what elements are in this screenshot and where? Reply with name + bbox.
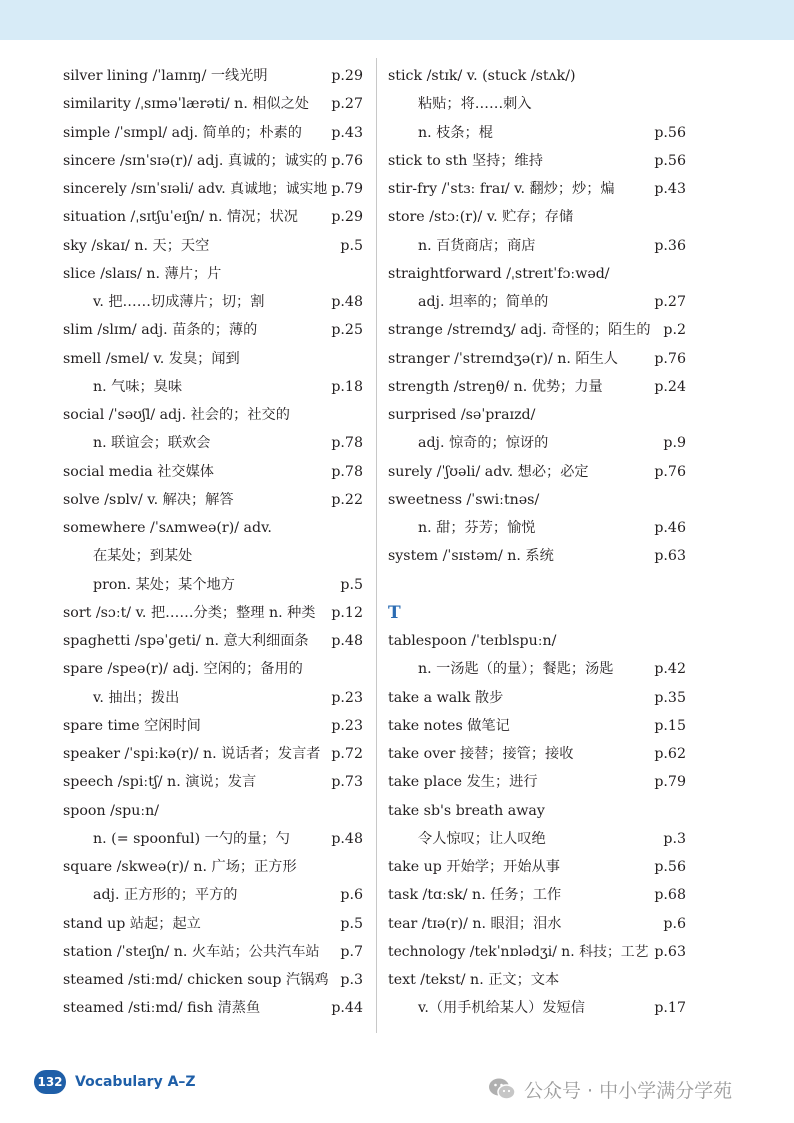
page-reference: p.9 — [663, 435, 686, 452]
entry-continuation — [388, 232, 686, 260]
page-reference: p.68 — [654, 887, 686, 904]
page-reference: p.17 — [654, 1000, 686, 1017]
entry-text: 在某处；到某处 — [93, 548, 193, 565]
entry-sort — [63, 599, 363, 627]
page-reference: p.29 — [331, 209, 363, 226]
entry-silver — [63, 62, 363, 90]
entry-technology — [388, 938, 686, 966]
entry-text: social media 社交媒体 — [63, 463, 214, 480]
entry-text: take sb's breath away — [388, 802, 545, 819]
entry-slim — [63, 316, 363, 344]
entry-text: spaghetti /spəˈgeti/ n. 意大利细面条 — [63, 633, 309, 649]
entry-continuation — [388, 119, 686, 147]
page-reference: p.56 — [654, 859, 686, 875]
entry-surely — [388, 458, 686, 486]
page-reference: p.27 — [654, 294, 686, 310]
entry-stranger — [388, 345, 686, 373]
entry-continuation — [63, 542, 363, 570]
entry-text: technology /tekˈnɒlədʒi/ n. 科技；工艺 — [388, 943, 649, 960]
entry-text: adj. 正方形的；平方的 — [93, 887, 238, 904]
entry-speech — [63, 768, 363, 796]
page-reference: p.27 — [331, 96, 363, 113]
page-reference: p.76 — [654, 350, 686, 367]
entry-steamed — [63, 966, 363, 994]
entry-spoon — [63, 797, 363, 825]
entry-text: n. 甜；芬芳；愉悦 — [418, 520, 536, 536]
page-reference: p.23 — [331, 689, 363, 706]
entry-surprised — [388, 401, 686, 429]
watermark — [488, 1073, 732, 1105]
page-reference: p.62 — [654, 746, 686, 762]
entry-social — [63, 401, 363, 429]
entry-text: sky /skaɪ/ n. 天；天空 — [63, 237, 210, 254]
entry-continuation — [388, 655, 686, 683]
entry-text: take a walk 散步 — [388, 689, 504, 706]
page-reference: p.23 — [331, 717, 363, 734]
page-reference: p.73 — [331, 774, 363, 791]
entry-text: social /ˈsəʊʃl/ adj. 社会的；社交的 — [63, 407, 290, 423]
entry-text: surely /ˈʃʊəli/ adv. 想必；必定 — [388, 463, 589, 480]
entry-text: situation /ˌsɪtʃuˈeɪʃn/ n. 情况；状况 — [63, 209, 298, 226]
entry-text: spare time 空闲时间 — [63, 717, 201, 734]
entry-text: 令人惊叹；让人叹绝 — [418, 830, 546, 847]
entry-text: smell /smel/ v. 发臭；闻到 — [63, 350, 240, 367]
page-reference: p.42 — [654, 661, 686, 678]
page-reference: p.72 — [331, 746, 363, 762]
entry-text: strange /streɪndʒ/ adj. 奇怪的；陌生的 — [388, 322, 651, 339]
entry-text: slim /slɪm/ adj. 苗条的；薄的 — [63, 322, 258, 339]
entry-text: sincere /sɪnˈsɪə(r)/ adj. 真诚的；诚实的 — [63, 152, 328, 169]
entry-social — [63, 458, 363, 486]
entry-text: speaker /ˈspiːkə(r)/ n. 说话者；发言者 — [63, 746, 321, 762]
entry-continuation — [388, 825, 686, 853]
page-reference: p.56 — [654, 124, 686, 141]
entry-continuation — [63, 429, 363, 457]
entry-text: n. 气味；臭味 — [93, 378, 183, 395]
page-reference: p.76 — [654, 463, 686, 480]
entry-text: strength /streŋθ/ n. 优势；力量 — [388, 378, 603, 395]
letter-heading: T — [388, 602, 401, 623]
entry-text: simple /ˈsɪmpl/ adj. 简单的；朴素的 — [63, 124, 302, 141]
entry-continuation — [388, 90, 686, 118]
section-gap — [388, 571, 686, 599]
entry-text: take place 发生；进行 — [388, 774, 538, 791]
entry-text: silver lining /ˈlaɪnɪŋ/ 一线光明 — [63, 68, 268, 84]
page-reference: p.3 — [663, 830, 686, 847]
entry-text: somewhere /ˈsʌmweə(r)/ adv. — [63, 520, 272, 536]
page-reference: p.29 — [331, 68, 363, 84]
entry-text: square /skweə(r)/ n. 广场；正方形 — [63, 859, 297, 875]
entry-strength — [388, 373, 686, 401]
entry-text: task /tɑːsk/ n. 任务；工作 — [388, 887, 562, 904]
entry-take — [388, 768, 686, 796]
page-reference: p.76 — [331, 152, 363, 169]
entry-stir-fry — [388, 175, 686, 203]
page-reference: p.36 — [654, 237, 686, 254]
entry-spare — [63, 655, 363, 683]
entry-text: adj. 惊奇的；惊讶的 — [418, 435, 549, 452]
page-reference: p.63 — [654, 548, 686, 565]
page-reference: p.43 — [331, 124, 363, 141]
entry-take — [388, 853, 686, 881]
entry-slice — [63, 260, 363, 288]
right-column — [388, 62, 686, 1023]
entry-text: v.（用手机给某人）发短信 — [418, 1000, 585, 1017]
page-reference: p.5 — [340, 576, 363, 593]
entry-station — [63, 938, 363, 966]
entry-similarity — [63, 90, 363, 118]
entry-text: straightforward /ˌstreɪtˈfɔːwəd/ — [388, 265, 610, 282]
entry-solve — [63, 486, 363, 514]
entry-simple — [63, 119, 363, 147]
entry-continuation — [388, 429, 686, 457]
entry-take — [388, 740, 686, 768]
entry-text: slice /slaɪs/ n. 薄片；片 — [63, 265, 222, 282]
entry-text: stick /stɪk/ v. (stuck /stʌk/) — [388, 68, 576, 84]
entry-take — [388, 797, 686, 825]
entry-text: solve /sɒlv/ v. 解决；解答 — [63, 491, 234, 508]
entry-text: n. 联谊会；联欢会 — [93, 435, 211, 452]
entry-text — [388, 966, 686, 994]
page-reference: p.6 — [340, 887, 363, 904]
entry-task — [388, 881, 686, 909]
entry-sincere — [63, 147, 363, 175]
entry-continuation — [63, 288, 363, 316]
page-reference: p.79 — [654, 774, 686, 791]
entry-text: n. 枝条；棍 — [418, 124, 493, 141]
entry-take — [388, 712, 686, 740]
entry-continuation — [63, 881, 363, 909]
entry-sky — [63, 232, 363, 260]
entry-text: n. 百货商店；商店 — [418, 237, 536, 254]
entry-spaghetti — [63, 627, 363, 655]
entry-continuation — [388, 288, 686, 316]
page-number-badge: 132 — [34, 1070, 66, 1094]
entry-take — [388, 684, 686, 712]
page-reference: p.25 — [331, 322, 363, 339]
page-reference: p.63 — [654, 943, 686, 960]
left-column — [63, 62, 363, 1023]
entry-text: steamed /stiːmd/ fish 清蒸鱼 — [63, 1000, 261, 1017]
entry-stick — [388, 147, 686, 175]
page-reference: p.6 — [663, 915, 686, 932]
page-reference: p.44 — [331, 1000, 363, 1017]
entry-text: stand up 站起；起立 — [63, 915, 201, 932]
entry-text: tear /tɪə(r)/ n. 眼泪；泪水 — [388, 915, 562, 932]
section-title: Vocabulary A–Z — [75, 1074, 196, 1090]
entry-text: n. 一汤匙（的量）；餐匙；汤匙 — [418, 661, 614, 678]
entry-speaker — [63, 740, 363, 768]
wechat-icon — [488, 1077, 516, 1101]
page-reference: p.12 — [331, 604, 363, 621]
entry-store — [388, 203, 686, 231]
entry-somewhere — [63, 514, 363, 542]
entry-text: take notes 做笔记 — [388, 717, 510, 734]
entry-text: v. 把……切成薄片；切；割 — [93, 294, 265, 310]
entry-straightforward — [388, 260, 686, 288]
entry-continuation — [63, 373, 363, 401]
entry-sincerely — [63, 175, 363, 203]
entry-continuation — [388, 994, 686, 1022]
page-reference: p.48 — [331, 633, 363, 649]
page-reference: p.78 — [331, 435, 363, 452]
entry-text: steamed /stiːmd/ chicken soup 汽锅鸡 — [63, 972, 329, 988]
entry-text: stick to sth 坚持；维持 — [388, 152, 543, 169]
entry-text: sort /sɔːt/ v. 把……分类；整理 n. 种类 — [63, 604, 316, 621]
entry-continuation — [63, 571, 363, 599]
top-band — [0, 0, 794, 40]
page-reference: p.43 — [654, 181, 686, 197]
entry-tear — [388, 910, 686, 938]
page-reference: p.24 — [654, 378, 686, 395]
entry-system — [388, 542, 686, 570]
entry-text: system /ˈsɪstəm/ n. 系统 — [388, 548, 554, 565]
entry-text: speech /spiːtʃ/ n. 演说；发言 — [63, 774, 257, 791]
entry-stick — [388, 62, 686, 90]
page-reference: p.7 — [340, 943, 363, 960]
entry-text: stir-fry /ˈstɜː fraɪ/ v. 翻炒；炒；煸 — [388, 181, 615, 197]
page-reference: p.3 — [340, 972, 363, 988]
entry-smell — [63, 345, 363, 373]
page-reference: p.5 — [340, 237, 363, 254]
column-divider — [376, 58, 377, 1033]
entry-text: text /tekst/ n. 正文；文本 — [388, 972, 560, 988]
entry-text: take up 开始学；开始从事 — [388, 859, 560, 875]
entry-text: tablespoon /ˈteɪblspuːn/ — [388, 633, 557, 649]
page-reference: p.79 — [331, 181, 363, 197]
page-reference: p.18 — [331, 378, 363, 395]
page-reference: p.48 — [331, 294, 363, 310]
entry-text: adj. 坦率的；简单的 — [418, 294, 549, 310]
page-reference: p.15 — [654, 717, 686, 734]
entry-text: sweetness /ˈswiːtnəs/ — [388, 491, 540, 508]
page-reference: p.2 — [663, 322, 686, 339]
entry-steamed — [63, 994, 363, 1022]
entry-text: pron. 某处；某个地方 — [93, 576, 235, 593]
entry-continuation — [63, 825, 363, 853]
entry-text: 粘贴；将……刺入 — [418, 96, 532, 113]
entry-text: spare /speə(r)/ adj. 空闲的；备用的 — [63, 661, 303, 678]
entry-stand — [63, 910, 363, 938]
entry-spare — [63, 712, 363, 740]
entry-text: sincerely /sɪnˈsɪəli/ adv. 真诚地；诚实地 — [63, 181, 328, 197]
page-reference: p.48 — [331, 830, 363, 847]
watermark-text: 公众号 · 中小学满分学苑 — [524, 1079, 733, 1102]
entry-text: surprised /səˈpraɪzd/ — [388, 407, 536, 423]
entry-continuation — [63, 684, 363, 712]
entry-strange — [388, 316, 686, 344]
page-reference: p.5 — [340, 915, 363, 932]
page-reference: p.78 — [331, 463, 363, 480]
entry-text: store /stɔː(r)/ v. 贮存；存储 — [388, 209, 574, 226]
page-footer — [34, 1067, 196, 1097]
entry-situation — [63, 203, 363, 231]
entry-text: stranger /ˈstreɪndʒə(r)/ n. 陌生人 — [388, 350, 618, 367]
page-reference: p.22 — [331, 491, 363, 508]
entry-text: station /ˈsteɪʃn/ n. 火车站；公共汽车站 — [63, 943, 320, 960]
entry-sweetness — [388, 486, 686, 514]
entry-text: n. (= spoonful) 一勺的量；勺 — [93, 830, 290, 847]
page-reference: p.56 — [654, 152, 686, 169]
entry-square — [63, 853, 363, 881]
entry-continuation — [388, 514, 686, 542]
page-reference: p.35 — [654, 689, 686, 706]
entry-text: v. 抽出；拨出 — [93, 689, 180, 706]
entry-text: similarity /ˌsɪməˈlærəti/ n. 相似之处 — [63, 96, 310, 113]
entry-text: spoon /spuːn/ — [63, 802, 160, 819]
entry-text: take over 接替；接管；接收 — [388, 746, 574, 762]
entry-tablespoon — [388, 627, 686, 655]
page-reference: p.46 — [654, 520, 686, 536]
